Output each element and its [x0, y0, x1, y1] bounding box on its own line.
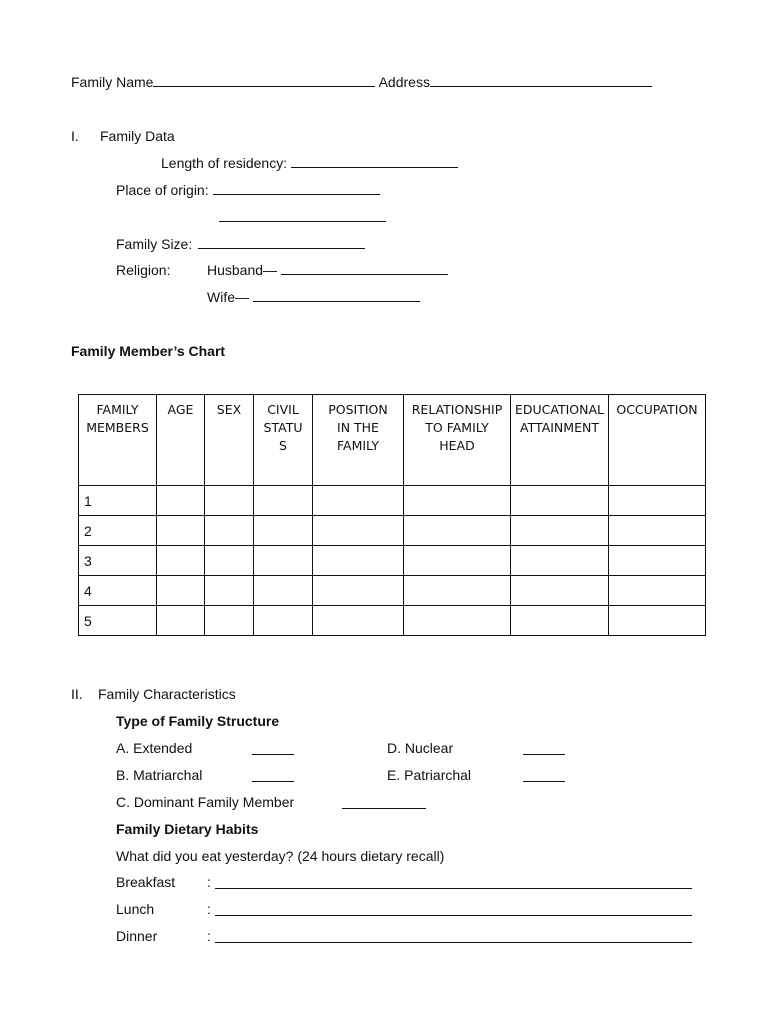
address-field[interactable] [430, 73, 652, 87]
dietary-question: What did you eat yesterday? (24 hours dietary recall) [116, 848, 445, 864]
size-row [116, 235, 365, 253]
residency-field[interactable] [291, 154, 458, 168]
relationship-cell[interactable] [404, 546, 511, 576]
relationship-cell[interactable] [404, 606, 511, 636]
extended-label: A. Extended [116, 740, 193, 756]
education-cell[interactable] [511, 576, 609, 606]
residency-label: Length of residency: [161, 155, 288, 171]
col-header-relationship: RELATIONSHIP TO FAMILY HEAD [404, 395, 511, 486]
dinner-field[interactable] [215, 929, 692, 943]
col-header-occupation: OCCUPATION [609, 395, 706, 486]
occupation-cell[interactable] [609, 606, 706, 636]
row-number: 2 [79, 516, 157, 546]
row-number: 5 [79, 606, 157, 636]
family-member-chart [78, 394, 706, 636]
section-1-title: Family Data [100, 128, 175, 144]
education-cell[interactable] [511, 546, 609, 576]
residency-row [161, 154, 458, 172]
chart-title: Family Member’s Chart [71, 343, 226, 359]
occupation-cell[interactable] [609, 516, 706, 546]
education-cell[interactable] [511, 516, 609, 546]
breakfast-colon: : [207, 874, 211, 890]
family-name-field[interactable] [153, 73, 375, 87]
sex-cell[interactable] [205, 576, 254, 606]
extended-field[interactable] [252, 741, 294, 755]
section-1-numeral: I. [71, 128, 79, 144]
col-header-family-members: FAMILY MEMBERS [79, 395, 157, 486]
breakfast-field[interactable] [215, 875, 692, 889]
occupation-cell[interactable] [609, 546, 706, 576]
table-row [79, 486, 706, 516]
education-cell[interactable] [511, 606, 609, 636]
age-cell[interactable] [157, 606, 205, 636]
dietary-title: Family Dietary Habits [116, 821, 259, 837]
position-cell[interactable] [313, 606, 404, 636]
size-label: Family Size: [116, 236, 193, 252]
col-header-age: AGE [157, 395, 205, 486]
table-row [79, 546, 706, 576]
table-row [79, 606, 706, 636]
lunch-label: Lunch [116, 901, 155, 917]
col-header-civil-status: CIVIL STATU S [254, 395, 313, 486]
row-number: 1 [79, 486, 157, 516]
sex-cell[interactable] [205, 546, 254, 576]
origin-label: Place of origin: [116, 182, 209, 198]
religion-label: Religion: [116, 262, 171, 278]
civil-status-cell[interactable] [254, 606, 313, 636]
lunch-colon: : [207, 901, 211, 917]
col-header-sex: SEX [205, 395, 254, 486]
civil-status-cell[interactable] [254, 486, 313, 516]
origin-row [116, 181, 380, 199]
occupation-cell[interactable] [609, 486, 706, 516]
section-2-numeral: II. [71, 686, 83, 702]
position-cell[interactable] [313, 486, 404, 516]
age-cell[interactable] [157, 546, 205, 576]
age-cell[interactable] [157, 486, 205, 516]
table-row [79, 576, 706, 606]
age-cell[interactable] [157, 516, 205, 546]
relationship-cell[interactable] [404, 576, 511, 606]
wife-field[interactable] [253, 288, 420, 302]
sex-cell[interactable] [205, 516, 254, 546]
breakfast-label: Breakfast [116, 874, 176, 890]
relationship-cell[interactable] [404, 486, 511, 516]
dinner-label: Dinner [116, 928, 158, 944]
nuclear-label: D. Nuclear [387, 740, 454, 756]
address-label: Address [378, 74, 430, 90]
nuclear-field[interactable] [523, 741, 565, 755]
wife-row [207, 288, 420, 306]
family-name-label: Family Name [71, 74, 154, 90]
table-row [79, 516, 706, 546]
lunch-field[interactable] [215, 902, 692, 916]
row-number: 3 [79, 546, 157, 576]
wife-label: Wife— [207, 289, 249, 305]
patriarchal-label: E. Patriarchal [387, 767, 472, 783]
education-cell[interactable] [511, 486, 609, 516]
position-cell[interactable] [313, 576, 404, 606]
position-cell[interactable] [313, 516, 404, 546]
matriarchal-field[interactable] [252, 768, 294, 782]
civil-status-cell[interactable] [254, 576, 313, 606]
sex-cell[interactable] [205, 606, 254, 636]
dominant-field[interactable] [342, 795, 426, 809]
col-header-education: EDUCATIONAL ATTAINMENT [511, 395, 609, 486]
section-2-title: Family Characteristics [98, 686, 236, 702]
civil-status-cell[interactable] [254, 546, 313, 576]
husband-row [207, 261, 448, 279]
civil-status-cell[interactable] [254, 516, 313, 546]
family-name-row [71, 73, 652, 91]
col-header-position: POSITION IN THE FAMILY [313, 395, 404, 486]
husband-field[interactable] [281, 261, 448, 275]
sex-cell[interactable] [205, 486, 254, 516]
size-field[interactable] [198, 235, 365, 249]
row-number: 4 [79, 576, 157, 606]
chart-header-row [79, 395, 706, 486]
occupation-cell[interactable] [609, 576, 706, 606]
dominant-label: C. Dominant Family Member [116, 794, 295, 810]
origin-field-2[interactable] [219, 208, 386, 222]
age-cell[interactable] [157, 576, 205, 606]
patriarchal-field[interactable] [523, 768, 565, 782]
origin-row-2 [219, 208, 386, 226]
husband-label: Husband— [207, 262, 278, 278]
origin-field-1[interactable] [213, 181, 380, 195]
position-cell[interactable] [313, 546, 404, 576]
matriarchal-label: B. Matriarchal [116, 767, 203, 783]
dinner-colon: : [207, 928, 211, 944]
relationship-cell[interactable] [404, 516, 511, 546]
structure-title: Type of Family Structure [116, 713, 280, 729]
